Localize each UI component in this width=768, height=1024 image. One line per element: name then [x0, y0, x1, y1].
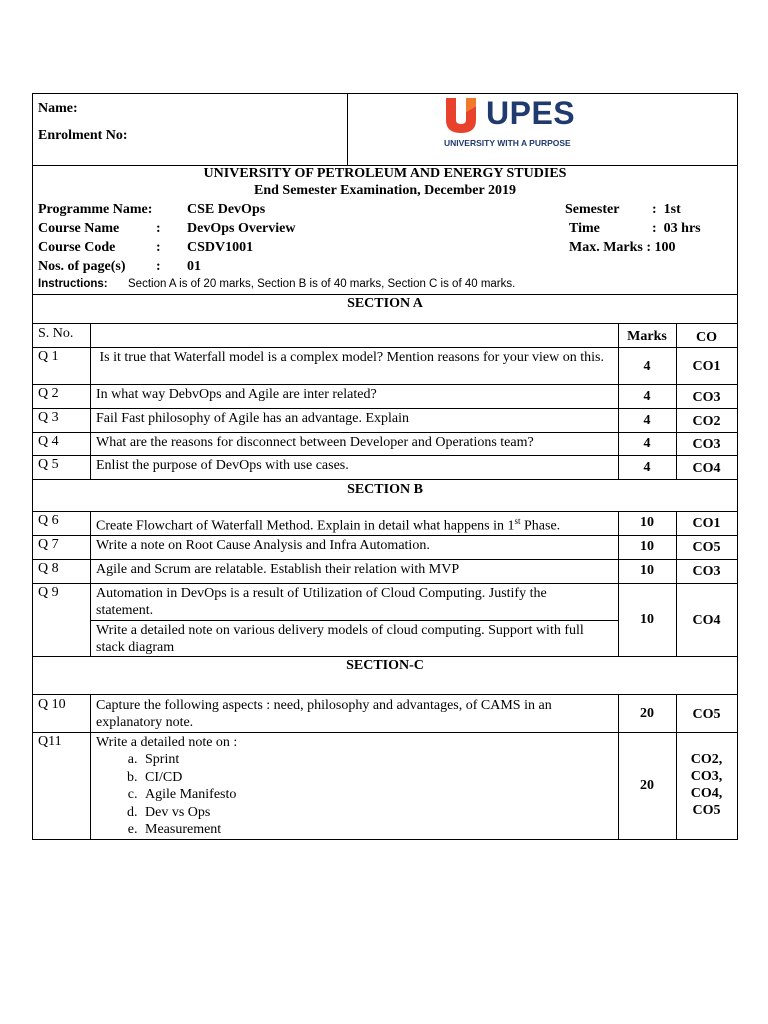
- exam-title: End Semester Examination, December 2019: [254, 183, 516, 198]
- row-line: [32, 656, 738, 657]
- question-text-part: Phase.: [520, 518, 561, 534]
- header-box: [32, 93, 738, 166]
- instructions-text: Section A is of 20 marks, Section B is of 40 marks, Section C is of 40 marks.: [128, 278, 516, 290]
- question-co: CO1: [692, 516, 721, 531]
- section-c-heading: SECTION-C: [346, 658, 424, 673]
- question-co: CO2: [692, 414, 721, 429]
- instructions-label: Instructions:: [38, 278, 108, 290]
- row-line: [32, 384, 738, 385]
- question-text: Enlist the purpose of DevOps with use cases.: [96, 458, 349, 473]
- co-header: CO: [696, 330, 717, 345]
- header-divider: [347, 94, 348, 166]
- col-line: [90, 323, 91, 479]
- question-number: Q 2: [38, 386, 59, 401]
- question-marks: 10: [640, 539, 654, 554]
- upes-logo-icon: [444, 96, 478, 134]
- pages-label: Nos. of page(s): [38, 259, 126, 274]
- question-marks: 20: [640, 778, 654, 793]
- question-co: CO5: [692, 707, 721, 722]
- list-item: d. Dev vs Ops: [141, 804, 614, 822]
- question-number: Q 7: [38, 537, 59, 552]
- course-code-value: CSDV1001: [187, 240, 254, 255]
- question-text: [96, 734, 614, 839]
- question-number: Q 6: [38, 513, 59, 528]
- time-label: Time: [569, 221, 600, 236]
- question-number: Q 3: [38, 410, 59, 425]
- question-marks: 4: [643, 413, 651, 428]
- question-number: Q 9: [38, 585, 59, 600]
- programme-value: CSE DevOps: [187, 202, 266, 217]
- question-number: Q 8: [38, 561, 59, 576]
- superscript: st: [514, 516, 521, 526]
- question-co: CO2,: [690, 752, 723, 767]
- question-marks: 10: [640, 563, 654, 578]
- question-marks: 4: [643, 359, 651, 374]
- question-text: [96, 513, 614, 535]
- question-marks: 10: [640, 612, 654, 627]
- row-line: [90, 620, 618, 621]
- col-line: [676, 511, 677, 656]
- course-name-label: Course Name: [38, 221, 120, 236]
- question-text-part: Create Flowchart of Waterfall Method. Explain in detail what happens in 1: [96, 518, 515, 534]
- question-intro: Write a detailed note on :: [96, 735, 238, 750]
- question-co: CO5: [692, 803, 721, 818]
- time-value: : 03 hrs: [652, 221, 701, 236]
- list-item: c. Agile Manifesto: [141, 786, 614, 804]
- question-marks: 10: [640, 515, 654, 530]
- question-co: CO1: [692, 359, 721, 374]
- list-item: b. CI/CD: [141, 769, 614, 787]
- question-number: Q11: [38, 734, 62, 749]
- question-co: CO3: [692, 564, 721, 579]
- enrolment-label: Enrolment No:: [38, 128, 128, 143]
- row-line: [32, 479, 738, 480]
- row-line: [32, 583, 738, 584]
- row-line: [32, 323, 738, 324]
- question-co: CO3,: [690, 769, 723, 784]
- upes-logo: [444, 95, 584, 151]
- row-line: [32, 455, 738, 456]
- section-a-heading: SECTION A: [347, 296, 423, 311]
- pages-value: 01: [187, 259, 201, 274]
- question-co: CO3: [692, 390, 721, 405]
- question-text: Automation in DevOps is a result of Utilization of Cloud Computing. Justify the statement.: [96, 586, 547, 618]
- row-line: [32, 535, 738, 536]
- semester-label: Semester: [565, 202, 620, 217]
- question-text: Is it true that Waterfall model is a complex model? Mention reasons for your view on this.: [96, 350, 604, 365]
- upes-logo-tagline: UNIVERSITY WITH A PURPOSE: [444, 138, 571, 148]
- course-name-value: DevOps Overview: [187, 221, 296, 236]
- question-text: Agile and Scrum are relatable. Establish their relation with MVP: [96, 562, 460, 577]
- course-name-colon: :: [156, 221, 161, 236]
- question-number: Q 5: [38, 457, 59, 472]
- question-co: CO4: [692, 613, 721, 628]
- options-list: [96, 751, 614, 839]
- marks-header: Marks: [627, 329, 667, 344]
- question-marks: 4: [643, 436, 651, 451]
- row-line: [32, 732, 738, 733]
- question-number: Q 4: [38, 434, 59, 449]
- name-label: Name:: [38, 101, 78, 116]
- question-co: CO4,: [690, 786, 723, 801]
- sno-header: S. No.: [38, 326, 74, 341]
- question-number: Q 10: [38, 697, 66, 712]
- question-co: CO4: [692, 461, 721, 476]
- question-text: Write a detailed note on various delivery models of cloud computing. Support with full stack diagram: [96, 623, 584, 655]
- row-line: [32, 408, 738, 409]
- question-text: What are the reasons for disconnect between Developer and Operations team?: [96, 435, 534, 450]
- row-line: [32, 432, 738, 433]
- col-line: [618, 511, 619, 656]
- question-co: CO5: [692, 540, 721, 555]
- list-item: e. Measurement: [141, 821, 614, 839]
- pages-colon: :: [156, 259, 161, 274]
- question-marks: 4: [643, 460, 651, 475]
- question-co: CO3: [692, 437, 721, 452]
- programme-label: Programme Name:: [38, 202, 153, 217]
- semester-value: : 1st: [652, 202, 681, 217]
- question-marks: 4: [643, 389, 651, 404]
- question-co-list: [676, 751, 737, 819]
- row-line: [32, 347, 738, 348]
- question-text: Write a note on Root Cause Analysis and Infra Automation.: [96, 538, 430, 553]
- row-line: [32, 559, 738, 560]
- row-line: [32, 511, 738, 512]
- col-line: [90, 511, 91, 656]
- list-item: a. Sprint: [141, 751, 614, 769]
- question-text: Fail Fast philosophy of Agile has an advantage. Explain: [96, 411, 410, 426]
- course-code-colon: :: [156, 240, 161, 255]
- question-text: In what way DebvOps and Agile are inter related?: [96, 387, 377, 402]
- col-line: [90, 694, 91, 840]
- section-b-heading: SECTION B: [347, 482, 423, 497]
- max-marks: Max. Marks : 100: [569, 240, 676, 255]
- question-marks: 20: [640, 706, 654, 721]
- question-number: Q 1: [38, 349, 59, 364]
- question-text: Capture the following aspects : need, philosophy and advantages, of CAMS in an explanatory note.: [96, 698, 552, 730]
- upes-logo-text: UPES: [486, 95, 576, 131]
- row-line: [32, 694, 738, 695]
- university-title: UNIVERSITY OF PETROLEUM AND ENERGY STUDIES: [203, 166, 567, 181]
- course-code-label: Course Code: [38, 240, 116, 255]
